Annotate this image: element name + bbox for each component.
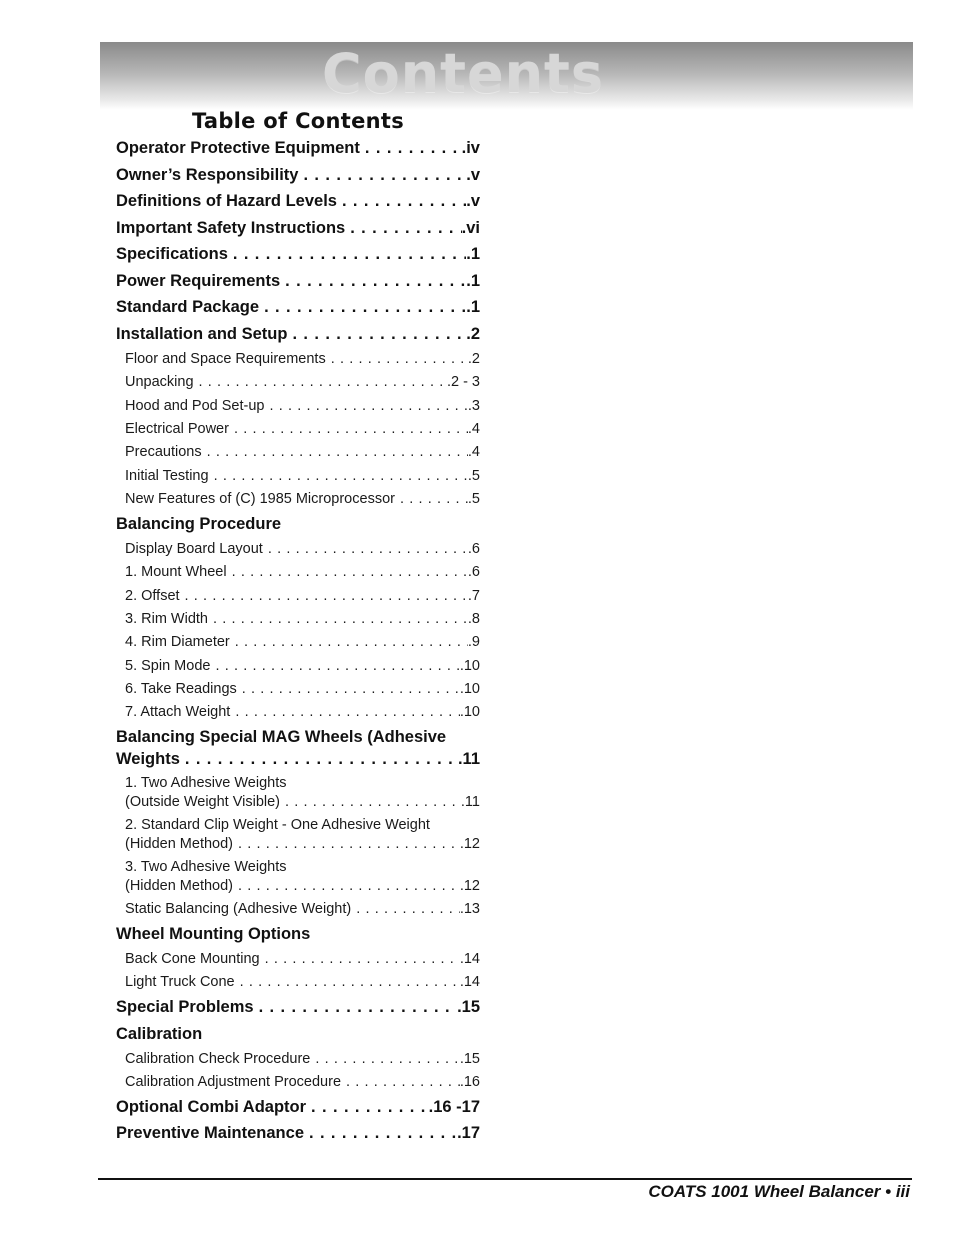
leader-dots: [351, 900, 460, 919]
page-number: .13: [459, 901, 480, 917]
page-number: .15: [459, 1051, 480, 1067]
page-number: .6: [467, 564, 480, 580]
leader-dots: [194, 373, 447, 392]
toc-entry-important-safety-instructions[interactable]: [116, 217, 480, 239]
entry-title: Back Cone Mounting: [125, 951, 260, 967]
entry-title-line1: 1. Two Adhesive Weights: [125, 775, 287, 791]
toc-subentry-floor-space[interactable]: [116, 350, 480, 369]
page-number: .12: [459, 836, 480, 852]
leader-dots: [280, 270, 466, 292]
entry-title: 6. Take Readings: [125, 681, 237, 697]
page-number: .12: [459, 878, 480, 894]
entry-title: 2. Offset: [125, 588, 180, 604]
leader-dots: [180, 587, 468, 606]
page-number: .vi: [461, 219, 480, 237]
toc-heading-balancing-procedure[interactable]: [116, 513, 480, 535]
entry-title: Owner’s Responsibility: [116, 166, 299, 184]
page-number: .2: [467, 351, 480, 367]
page-number: .10: [459, 681, 480, 697]
toc-entry-standard-package[interactable]: [116, 296, 480, 318]
toc-subentry-two-adhesive-outside[interactable]: [116, 774, 480, 812]
page-number: .1: [466, 272, 480, 290]
toc-subentry-mount-wheel[interactable]: [116, 563, 480, 582]
toc-subentry-standard-clip-hidden[interactable]: [116, 816, 480, 854]
toc-subentry-static-balancing[interactable]: [116, 900, 480, 919]
leader-dots: [237, 680, 460, 699]
entry-title: Installation and Setup: [116, 325, 288, 343]
page-footer: COATS 1001 Wheel Balancer • iii: [648, 1182, 910, 1201]
toc-subentry-calibration-adjustment[interactable]: [116, 1073, 480, 1092]
entry-title: Light Truck Cone: [125, 974, 235, 990]
page-number: .v: [466, 192, 480, 210]
leader-dots: [209, 467, 468, 486]
entry-title-line2: Weights: [116, 750, 180, 768]
leader-dots: [306, 1096, 429, 1118]
entry-title: Floor and Space Requirements: [125, 351, 326, 367]
entry-title-line2: (Outside Weight Visible): [125, 794, 281, 810]
page-number: .5: [467, 491, 480, 507]
page-number: .4: [467, 444, 480, 460]
leader-dots: [202, 443, 468, 462]
entry-title: 4. Rim Diameter: [125, 634, 230, 650]
toc-entry-owners-responsibility[interactable]: [116, 164, 480, 186]
toc-subentry-new-features[interactable]: [116, 490, 480, 509]
contents-banner: [100, 42, 913, 110]
page-number: .15: [457, 998, 480, 1016]
toc-entry-operator-protective-equipment[interactable]: [116, 137, 480, 159]
entry-title: Important Safety Instructions: [116, 219, 346, 237]
page-number: .2: [466, 325, 480, 343]
toc-subentry-spin-mode[interactable]: [116, 657, 480, 676]
toc-subentry-precautions[interactable]: [116, 443, 480, 462]
toc-subentry-attach-weight[interactable]: [116, 703, 480, 722]
leader-dots: [395, 490, 468, 509]
page-number: .6: [467, 541, 480, 557]
toc-subentry-rim-width[interactable]: [116, 610, 480, 629]
toc-entry-installation-setup[interactable]: [116, 323, 480, 345]
entry-title: Power Requirements: [116, 272, 281, 290]
leader-dots: [341, 1073, 460, 1092]
leader-dots: [230, 633, 468, 652]
page-number: .iv: [461, 139, 480, 157]
entry-title: Preventive Maintenance: [116, 1124, 304, 1142]
entry-title: 7. Attach Weight: [125, 704, 231, 720]
toc-subentry-rim-diameter[interactable]: [116, 633, 480, 652]
toc-entry-definitions-hazard-levels[interactable]: [116, 190, 480, 212]
leader-dots: [233, 835, 460, 854]
page-number: .11: [460, 794, 480, 810]
toc-entry-specifications[interactable]: [116, 243, 480, 265]
toc-subentry-back-cone-mounting[interactable]: [116, 950, 480, 969]
toc-subentry-display-board-layout[interactable]: [116, 540, 480, 559]
leader-dots: [360, 137, 462, 159]
page-number: .9: [467, 634, 480, 650]
toc-subentry-offset[interactable]: [116, 587, 480, 606]
entry-title-line2: (Hidden Method): [125, 878, 233, 894]
toc-subentry-unpacking[interactable]: [116, 373, 480, 392]
toc-entry-balancing-mag-wheels[interactable]: [116, 726, 480, 770]
leader-dots: [304, 1122, 457, 1144]
entry-title: Display Board Layout: [125, 541, 263, 557]
entry-title: Optional Combi Adaptor: [116, 1098, 307, 1116]
entry-title: 3. Rim Width: [125, 611, 208, 627]
leader-dots: [230, 703, 460, 722]
entry-title: 5. Spin Mode: [125, 658, 211, 674]
leader-dots: [208, 610, 468, 629]
entry-title: Hood and Pod Set-up: [125, 398, 265, 414]
entry-title: Calibration Check Procedure: [125, 1051, 311, 1067]
entry-title: Electrical Power: [125, 421, 229, 437]
leader-dots: [254, 996, 458, 1018]
toc-subentry-hood-pod[interactable]: [116, 397, 480, 416]
toc-entry-special-problems[interactable]: [116, 996, 480, 1018]
leader-dots: [229, 420, 468, 439]
leader-dots: [180, 748, 458, 770]
page-number: .v: [466, 166, 480, 184]
leader-dots: [310, 1050, 459, 1069]
entry-title: Static Balancing (Adhesive Weight): [125, 901, 352, 917]
entry-title: Precautions: [125, 444, 202, 460]
page-number: .8: [467, 611, 480, 627]
page-number: .2 - 3: [446, 374, 480, 390]
toc-entry-optional-combi-adaptor[interactable]: [116, 1096, 480, 1118]
leader-dots: [260, 950, 460, 969]
leader-dots: [287, 323, 466, 345]
page-number: .4: [467, 421, 480, 437]
toc-subentry-two-adhesive-hidden[interactable]: [116, 858, 480, 896]
toc-entry-preventive-maintenance[interactable]: [116, 1122, 480, 1144]
leader-dots: [235, 973, 460, 992]
entry-title: Calibration: [116, 1025, 203, 1043]
entry-title: Operator Protective Equipment: [116, 139, 360, 157]
leader-dots: [326, 350, 468, 369]
page-number: .10: [459, 658, 480, 674]
leader-dots: [227, 563, 468, 582]
leader-dots: [233, 877, 460, 896]
page-number: .16 -17: [428, 1098, 480, 1116]
toc-subentry-initial-testing[interactable]: [116, 467, 480, 486]
page-number: .17: [457, 1124, 480, 1142]
toc-title: Table of Contents: [191, 109, 405, 133]
page-number: .1: [466, 245, 480, 263]
page-number: .1: [466, 298, 480, 316]
entry-title: Definitions of Hazard Levels: [116, 192, 337, 210]
entry-title: Specifications: [116, 245, 228, 263]
toc-heading-wheel-mounting-options[interactable]: [116, 923, 480, 945]
entry-title: 1. Mount Wheel: [125, 564, 227, 580]
entry-title-line2: (Hidden Method): [125, 836, 233, 852]
page-number: .7: [467, 588, 480, 604]
toc-subentry-electrical-power[interactable]: [116, 420, 480, 439]
leader-dots: [264, 397, 467, 416]
toc-entry-power-requirements[interactable]: [116, 270, 480, 292]
entry-title-line1: 2. Standard Clip Weight - One Adhesive Weight: [125, 817, 430, 833]
page-number: .3: [467, 398, 480, 414]
banner-watermark-word: Contents: [322, 42, 605, 105]
entry-title: Initial Testing: [125, 468, 209, 484]
leader-dots: [263, 540, 468, 559]
entry-title-line1: 3. Two Adhesive Weights: [125, 859, 287, 875]
toc-subentry-calibration-check[interactable]: [116, 1050, 480, 1069]
page-number: .5: [467, 468, 480, 484]
leader-dots: [345, 217, 461, 239]
page-number: .11: [457, 750, 480, 768]
leader-dots: [298, 164, 466, 186]
entry-title-line1: Balancing Special MAG Wheels (Adhesive: [116, 728, 447, 746]
page-number: .16: [459, 1074, 480, 1090]
footer-rule: [98, 1178, 912, 1180]
entry-title: Calibration Adjustment Procedure: [125, 1074, 342, 1090]
entry-title: Standard Package: [116, 298, 260, 316]
leader-dots: [210, 657, 459, 676]
entry-title: New Features of (C) 1985 Microprocessor: [125, 491, 395, 507]
entry-title: Balancing Procedure: [116, 515, 282, 533]
page-number: .14: [459, 974, 480, 990]
entry-title: Wheel Mounting Options: [116, 925, 311, 943]
toc-heading-calibration[interactable]: [116, 1023, 480, 1045]
page-number: .10: [459, 704, 480, 720]
entry-title: Special Problems: [116, 998, 254, 1016]
leader-dots: [280, 793, 461, 812]
toc-subentry-light-truck-cone[interactable]: [116, 973, 480, 992]
page-number: .14: [459, 951, 480, 967]
leader-dots: [337, 190, 466, 212]
leader-dots: [228, 243, 466, 265]
entry-title: Unpacking: [125, 374, 194, 390]
leader-dots: [259, 296, 466, 318]
toc-subentry-take-readings[interactable]: [116, 680, 480, 699]
